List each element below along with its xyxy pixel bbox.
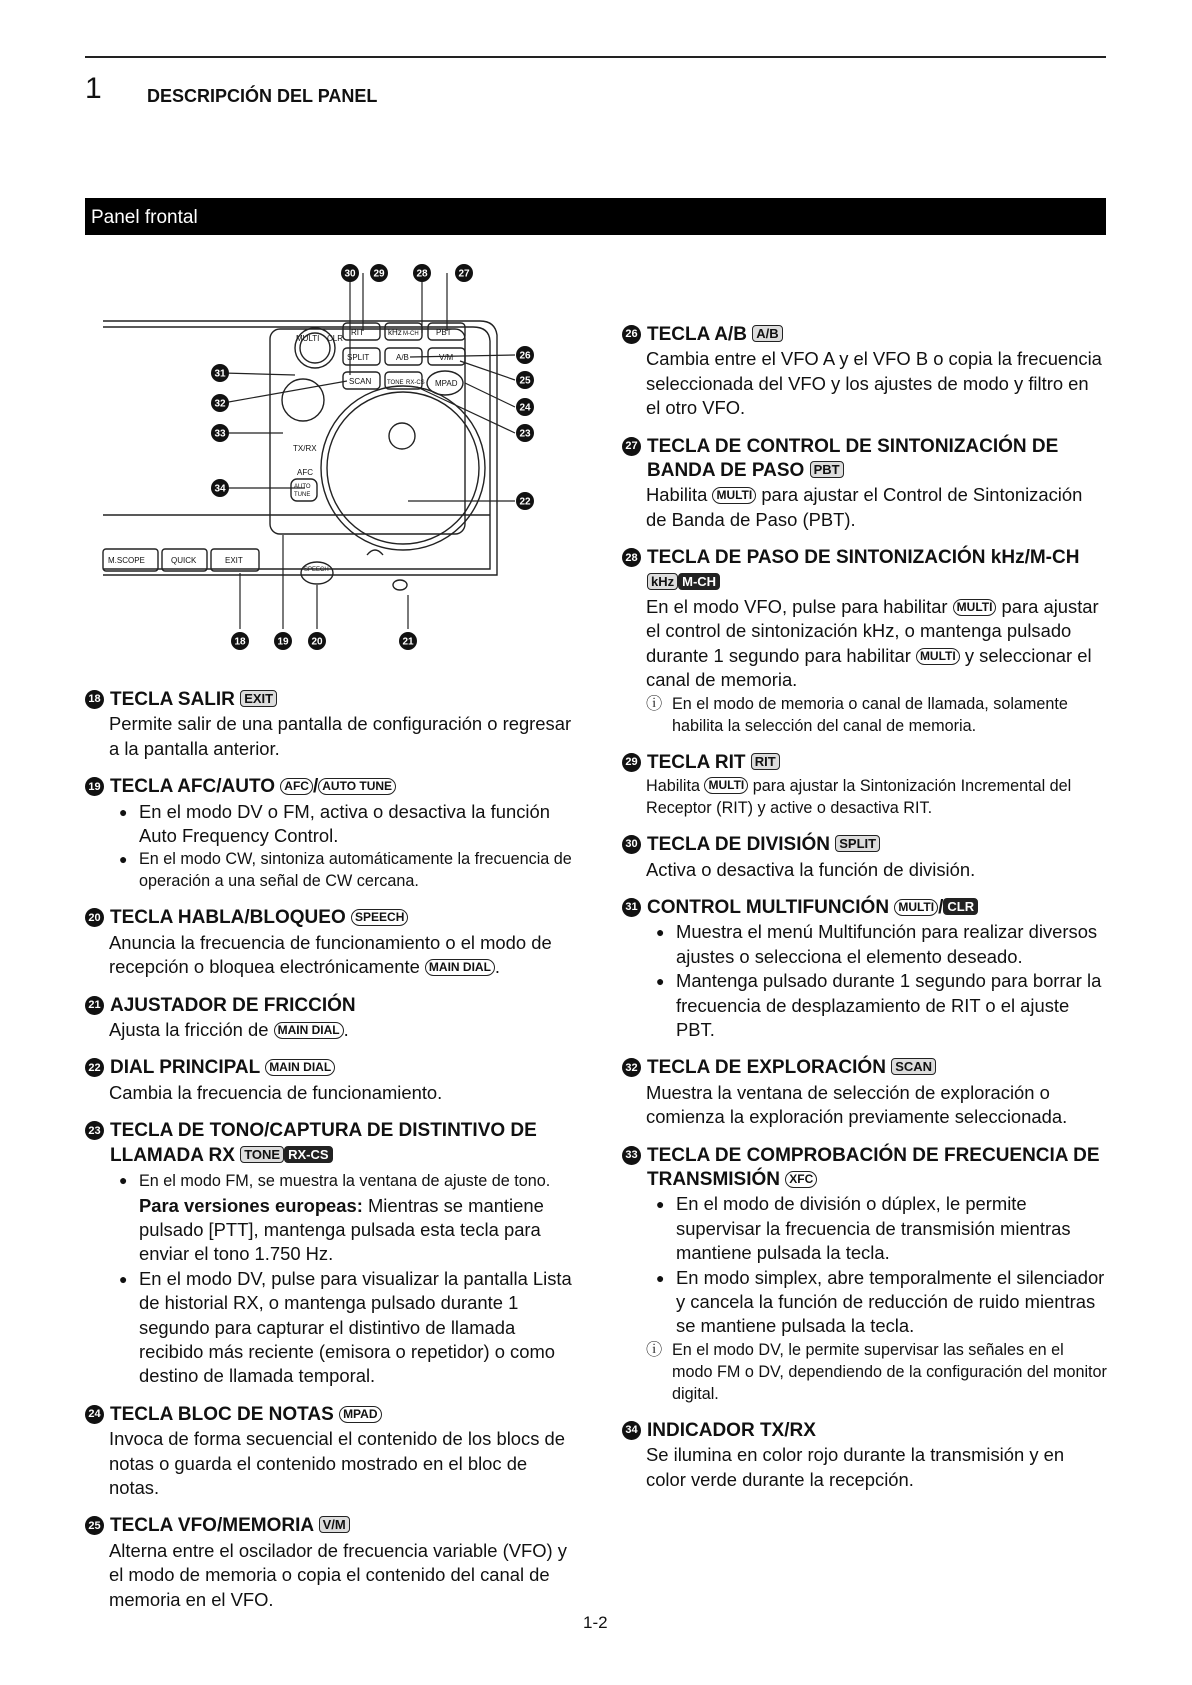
item-bullet: ● En modo simplex, abre temporalmente el silenciador y cancela la función de reducción de ruido mientras se mantiene pulsada la tecla. <box>656 1266 1105 1337</box>
item-32 <box>622 1056 1107 1129</box>
item-title: TECLA DE CONTROL DE SINTONIZACIÓN DE BANDA DE PASO <box>647 435 1059 482</box>
item-33 <box>622 1144 1107 1405</box>
key-label: RX-CS <box>284 1146 332 1163</box>
item-25 <box>85 1514 575 1612</box>
item-heading: 19 TECLA AFC/AUTO AFC / AUTO TUNE <box>85 775 575 799</box>
item-body: Muestra la ventana de selección de exploración o comienza la exploración previamente seleccionada. <box>646 1081 1068 1128</box>
label-khz: kHz <box>388 328 402 337</box>
key-label: MULTI <box>953 599 997 616</box>
item-heading <box>622 751 1107 775</box>
item-body: Habilita MULTI para ajustar el Control de Sintonización de Banda de Paso (PBT). <box>646 484 1083 530</box>
key-label: XFC <box>785 1171 817 1188</box>
item-heading <box>622 1144 1107 1193</box>
item-heading <box>622 833 1107 857</box>
chapter-number: 1 <box>85 72 102 105</box>
item-number-badge: 18 <box>85 690 104 709</box>
key-label: AFC <box>280 778 313 795</box>
key-label: SPLIT <box>835 835 880 852</box>
section-title: Panel frontal <box>91 207 198 228</box>
key-label: MULTI <box>916 648 960 665</box>
item-heading <box>622 435 1107 484</box>
item-bullet: ● En el modo CW, sintoniza automáticamente la frecuencia de operación a una señal de CW cercana. <box>119 850 572 891</box>
item-heading <box>622 546 1107 595</box>
key-label: EXIT <box>240 690 277 707</box>
item-number-badge: 34 <box>622 1421 641 1440</box>
label-mpad: MPAD <box>435 379 458 388</box>
item-heading <box>622 1056 1107 1080</box>
key-label: MAIN DIAL <box>265 1059 335 1076</box>
key-label: M-CH <box>678 573 720 590</box>
item-number-badge: 29 <box>622 753 641 772</box>
item-note: ⓘ En el modo de memoria o canal de llamada, solamente habilita la selección del canal de memoria. <box>646 694 1068 735</box>
front-panel-diagram <box>95 255 565 675</box>
item-29 <box>622 751 1107 819</box>
item-31 <box>622 896 1107 1042</box>
label-exit: EXIT <box>225 556 243 565</box>
item-bullet: ● En el modo de división o dúplex, le permite supervisar la frecuencia de transmisión mientras mantiene pulsada la tecla. <box>656 1193 1071 1264</box>
dial-finger-dimple <box>389 423 415 449</box>
item-number-badge: 31 <box>622 898 641 917</box>
label-pbt: PBT <box>436 328 452 337</box>
item-title: TECLA DE COMPROBACIÓN DE FRECUENCIA DE TRANSMISIÓN <box>647 1144 1100 1190</box>
item-number-badge: 23 <box>85 1121 104 1140</box>
item-title: TECLA DE EXPLORACIÓN <box>647 1057 886 1079</box>
key-label: SPEECH <box>351 909 408 926</box>
label-clr: CLR <box>327 334 344 343</box>
key-label: PBT <box>810 461 844 478</box>
item-title: TECLA DE TONO/CAPTURA DE DISTINTIVO DE LLAMADA RX <box>110 1120 537 1166</box>
item-number-badge: 27 <box>622 437 641 456</box>
item-title: TECLA AFC/AUTO <box>110 776 276 798</box>
item-number-badge: 20 <box>85 908 104 927</box>
item-number-badge: 19 <box>85 777 104 796</box>
callout-label-21: 21 <box>402 636 414 648</box>
top-rule <box>85 56 1106 58</box>
key-label: SCAN <box>891 1058 936 1075</box>
label-afc: AFC <box>297 468 313 477</box>
item-heading <box>85 906 575 930</box>
friction-adjuster <box>367 550 383 555</box>
item-heading <box>622 1419 1107 1443</box>
item-body: En el modo VFO, pulse para habilitar MULTI para ajustar el control de sintonización kHz, o mantenga pulsado durante 1 segundo para habilitar MULTI y seleccionar el canal de memoria. <box>646 596 1099 691</box>
label-mscope: M.SCOPE <box>108 556 145 565</box>
key-label: MULTI <box>894 899 938 916</box>
item-heading: 31 CONTROL MULTIFUNCIÓN MULTI / CLR <box>622 896 1107 920</box>
item-number-badge: 30 <box>622 835 641 854</box>
callout-label-33: 33 <box>214 428 226 440</box>
item-bullet: ● En el modo DV o FM, activa o desactiva la función Auto Frequency Control. <box>119 800 550 847</box>
item-title: TECLA A/B <box>647 324 747 345</box>
item-27 <box>622 435 1107 533</box>
item-number-badge: 33 <box>622 1146 641 1165</box>
item-title: TECLA DE DIVISIÓN <box>647 834 830 856</box>
item-bullet: ● En el modo DV, pulse para visualizar la pantalla Lista de historial RX, o mantenga pulsado durante 1 segundo para capturar el distintivo de llamada recibido más reciente (emisora o repetidor) o como destino de llamada temporal. <box>119 1267 572 1387</box>
item-title: AJUSTADOR DE FRICCIÓN <box>110 994 356 1016</box>
item-body: Se ilumina en color rojo durante la transmisión y en color verde durante la recepción. <box>646 1444 1065 1490</box>
section-bar <box>85 198 1106 235</box>
left-column <box>85 688 575 1626</box>
label-scan: SCAN <box>349 377 372 386</box>
key-label: MULTI <box>712 487 756 504</box>
item-18 <box>85 688 575 761</box>
item-body: Cambia la frecuencia de funcionamiento. <box>109 1081 443 1103</box>
label-ab: A/B <box>396 353 409 362</box>
label-multi: MULTI <box>296 334 320 343</box>
key-label: RIT <box>751 753 780 770</box>
callout-label-28: 28 <box>416 268 428 280</box>
item-body: Alterna entre el oscilador de frecuencia variable (VFO) y el modo de memoria o copia el contenido del canal de memoria en el VFO. <box>109 1539 567 1610</box>
item-21 <box>85 994 575 1043</box>
page-number: 1-2 <box>583 1613 608 1632</box>
label-split: SPLIT <box>347 353 370 362</box>
item-number-badge: 28 <box>622 548 641 567</box>
callout-label-22: 22 <box>519 496 531 508</box>
right-column <box>622 323 1107 1506</box>
key-label: kHz <box>647 573 678 590</box>
item-30 <box>622 833 1107 882</box>
item-title: TECLA RIT <box>647 751 746 773</box>
speech-key <box>301 562 333 584</box>
item-number-badge: 24 <box>85 1405 104 1424</box>
item-body: Permite salir de una pantalla de configuración o regresar a la pantalla anterior. <box>109 713 572 759</box>
key-label: A/B <box>752 325 782 342</box>
key-label: AUTO TUNE <box>318 778 396 795</box>
item-bullet: ● En el modo FM, se muestra la ventana de ajuste de tono. Para versiones europeas: Mientras se mantiene pulsado [PTT], mantenga pulsada esta tecla para enviar el tono 1.750 Hz. <box>119 1172 551 1265</box>
item-19 <box>85 775 575 892</box>
key-label: CLR <box>943 898 978 915</box>
item-heading <box>85 688 575 712</box>
label-mch: M-CH <box>403 331 419 337</box>
item-title: TECLA SALIR <box>110 689 235 710</box>
item-body: Activa o desactiva la función de división. <box>646 858 976 880</box>
item-number-badge: 26 <box>622 325 641 344</box>
knob-2 <box>282 379 324 421</box>
item-bullet: ● Mantenga pulsado durante 1 segundo para borrar la frecuencia de desplazamiento de RIT o el ajuste PBT. <box>656 970 1102 1040</box>
key-label: MAIN DIAL <box>274 1022 344 1039</box>
item-title: DIAL PRINCIPAL <box>110 1057 260 1079</box>
label-quick: QUICK <box>171 556 197 565</box>
callout-label-31: 31 <box>214 368 226 380</box>
callout-label-30: 30 <box>344 268 356 280</box>
callout-label-20: 20 <box>311 636 323 648</box>
key-label: MPAD <box>339 1406 381 1423</box>
label-rit: RIT <box>351 328 364 337</box>
item-heading <box>622 323 1107 347</box>
item-bullet: ● Muestra el menú Multifunción para realizar diversos ajustes o selecciona el elemento deseado. <box>656 921 1098 967</box>
item-body: Cambia entre el VFO A y el VFO B o copia la frecuencia seleccionada del VFO y los ajustes de modo y filtro en el otro VFO. <box>646 348 1102 419</box>
item-body: Invoca de forma secuencial el contenido de los blocs de notas o guarda el contenido mostrado en el bloc de notas. <box>109 1428 565 1498</box>
callout-label-18: 18 <box>234 636 246 648</box>
key-label: V/M <box>319 1516 350 1533</box>
key-label: MULTI <box>704 777 748 794</box>
item-number-badge: 25 <box>85 1516 104 1535</box>
callout-label-34: 34 <box>214 483 226 495</box>
item-22 <box>85 1056 575 1105</box>
item-body: Ajusta la fricción de MAIN DIAL . <box>109 1019 349 1041</box>
item-heading <box>85 1403 575 1427</box>
item-23 <box>85 1119 575 1388</box>
item-heading <box>85 994 575 1018</box>
item-number-badge: 22 <box>85 1058 104 1077</box>
item-heading <box>85 1056 575 1080</box>
item-number-badge: 32 <box>622 1058 641 1077</box>
item-heading <box>85 1119 575 1168</box>
item-title: INDICADOR TX/RX <box>647 1419 816 1441</box>
callout-label-23: 23 <box>519 428 531 440</box>
item-34 <box>622 1419 1107 1492</box>
chapter-title: DESCRIPCIÓN DEL PANEL <box>147 86 378 106</box>
key-label: TONE <box>240 1146 284 1163</box>
callout-label-26: 26 <box>519 350 531 362</box>
item-note: ⓘ En el modo DV, le permite supervisar las señales en el modo FM o DV, dependiendo de la configuración del monitor digital. <box>646 1340 1107 1403</box>
callout-label-19: 19 <box>277 636 289 648</box>
item-title: TECLA BLOC DE NOTAS <box>110 1403 334 1425</box>
callout-label-29: 29 <box>373 268 385 280</box>
item-title: CONTROL MULTIFUNCIÓN <box>647 896 890 918</box>
label-rxcs: RX-CS <box>406 380 425 386</box>
item-24 <box>85 1403 575 1501</box>
callout-label-25: 25 <box>519 375 531 387</box>
item-number-badge: 21 <box>85 996 104 1015</box>
key-label: MAIN DIAL <box>425 959 495 976</box>
item-20 <box>85 906 575 979</box>
label-tone: TONE <box>387 380 404 386</box>
item-body: Habilita MULTI para ajustar la Sintonización Incremental del Receptor (RIT) y active o desactiva RIT. <box>646 777 1072 818</box>
label-speech: SPEECH <box>304 567 329 573</box>
main-dial <box>321 386 485 550</box>
item-body: Anuncia la frecuencia de funcionamiento o el modo de recepción o bloquea electrónicamente MAIN DIAL . <box>109 931 552 978</box>
item-title: TECLA DE PASO DE SINTONIZACIÓN kHz/M-CH <box>647 547 1080 569</box>
item-26 <box>622 323 1107 421</box>
label-txrx: TX/RX <box>293 444 317 453</box>
item-title: TECLA HABLA/BLOQUEO <box>110 907 346 929</box>
label-auto: AUTO <box>294 484 311 490</box>
item-heading <box>85 1514 575 1538</box>
item-28 <box>622 546 1107 736</box>
item-title: TECLA VFO/MEMORIA <box>110 1515 314 1537</box>
label-vm: V/M <box>439 353 454 362</box>
callout-label-32: 32 <box>214 398 226 410</box>
callout-label-27: 27 <box>458 268 470 280</box>
callout-label-24: 24 <box>519 402 531 414</box>
label-tune: TUNE <box>294 492 311 498</box>
